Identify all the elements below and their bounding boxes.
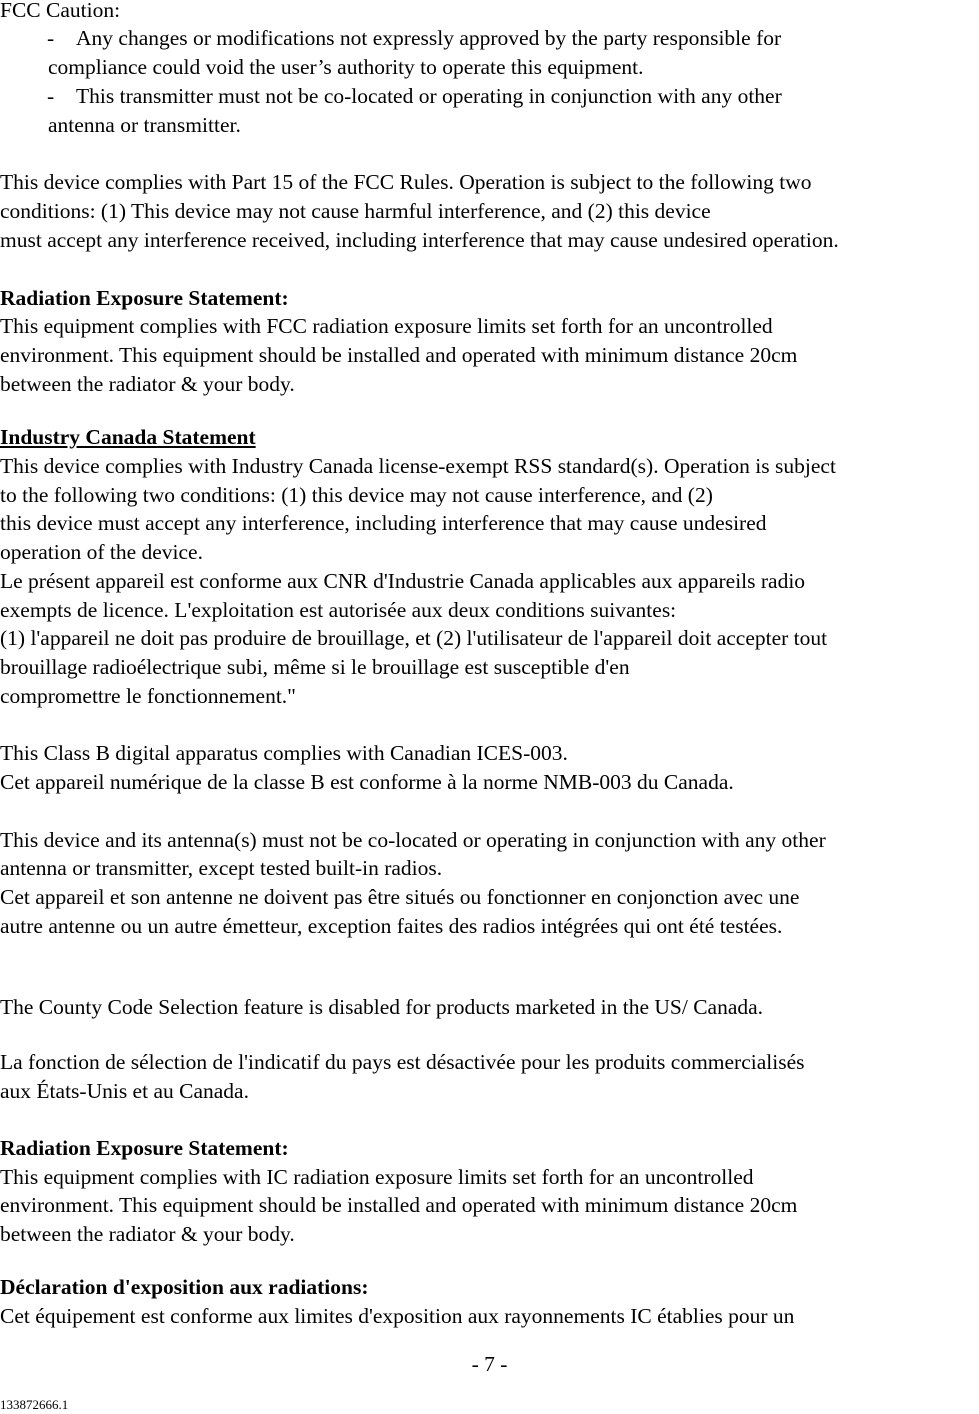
- ices-line1: This Class B digital apparatus complies with Canadian ICES-003.: [0, 741, 568, 765]
- country-code-fr-line1: La fonction de sélection de l'indicatif du pays est désactivée pour les produits commercialisés: [0, 1050, 805, 1074]
- declaration-line1: Cet équipement est conforme aux limites d'exposition aux rayonnements IC établies pour un: [0, 1304, 795, 1328]
- ic-radiation-line2: environment. This equipment should be installed and operated with minimum distance 20cm: [0, 1193, 798, 1217]
- fcc-radiation-line2: environment. This equipment should be installed and operated with minimum distance 20cm: [0, 343, 798, 367]
- fcc-radiation-line3: between the radiator & your body.: [0, 372, 295, 396]
- document-id: 133872666.1: [0, 1397, 69, 1412]
- industry-canada-fr-line5: compromettre le fonctionnement.": [0, 684, 296, 708]
- industry-canada-line2: to the following two conditions: (1) this device may not cause interference, and (2): [0, 483, 713, 507]
- fcc-radiation-line1: This equipment complies with FCC radiation exposure limits set forth for an uncontrolled: [0, 314, 773, 338]
- ices-line2: Cet appareil numérique de la classe B est conforme à la norme NMB-003 du Canada.: [0, 770, 734, 794]
- fcc-caution-heading: FCC Caution:: [0, 0, 121, 22]
- fcc-radiation-heading: Radiation Exposure Statement:: [0, 286, 289, 310]
- fcc-caution-bullet2-line2: antenna or transmitter.: [48, 113, 241, 137]
- ic-radiation-line1: This equipment complies with IC radiation exposure limits set forth for an uncontrolled: [0, 1165, 754, 1189]
- industry-canada-fr-line4: brouillage radioélectrique subi, même si le brouillage est susceptible d'en: [0, 655, 630, 679]
- industry-canada-line4: operation of the device.: [0, 540, 203, 564]
- country-code-fr-line2: aux États-Unis et au Canada.: [0, 1079, 249, 1103]
- declaration-heading: Déclaration d'exposition aux radiations:: [0, 1275, 369, 1299]
- industry-canada-fr-line2: exempts de licence. L'exploitation est autorisée aux deux conditions suivantes:: [0, 598, 677, 622]
- bullet-marker: -: [47, 26, 55, 50]
- industry-canada-heading: Industry Canada Statement: [0, 425, 256, 449]
- colocation-line1: This device and its antenna(s) must not be co-located or operating in conjunction with any other: [0, 828, 826, 852]
- fcc-caution-bullet1-line1: Any changes or modifications not expressly approved by the party responsible for: [76, 26, 782, 50]
- industry-canada-fr-line3: (1) l'appareil ne doit pas produire de brouillage, et (2) l'utilisateur de l'appareil doit accepter tout: [0, 626, 828, 650]
- part15-line2: conditions: (1) This device may not cause harmful interference, and (2) this device: [0, 199, 711, 223]
- industry-canada-line3: this device must accept any interference, including interference that may cause undesired: [0, 511, 767, 535]
- fcc-caution-bullet1-line2: compliance could void the user’s authority to operate this equipment.: [48, 55, 644, 79]
- industry-canada-line1: This device complies with Industry Canada license-exempt RSS standard(s). Operation is subject: [0, 454, 836, 478]
- country-code-line1: The County Code Selection feature is disabled for products marketed in the US/ Canada.: [0, 995, 764, 1019]
- part15-line3: must accept any interference received, including interference that may cause undesired operation.: [0, 228, 839, 252]
- industry-canada-fr-line1: Le présent appareil est conforme aux CNR d'Industrie Canada applicables aux appareils radio: [0, 569, 806, 593]
- ic-radiation-heading: Radiation Exposure Statement:: [0, 1136, 289, 1160]
- colocation-line2: antenna or transmitter, except tested built-in radios.: [0, 856, 443, 880]
- ic-radiation-line3: between the radiator & your body.: [0, 1222, 295, 1246]
- page-number: - 7 -: [471, 1352, 508, 1376]
- fcc-caution-bullet2-line1: This transmitter must not be co-located or operating in conjunction with any other: [76, 84, 782, 108]
- bullet-marker: -: [47, 84, 55, 108]
- part15-line1: This device complies with Part 15 of the FCC Rules. Operation is subject to the following two: [0, 170, 812, 194]
- colocation-fr-line1: Cet appareil et son antenne ne doivent pas être situés ou fonctionner en conjonction avec une: [0, 885, 800, 909]
- colocation-fr-line2: autre antenne ou un autre émetteur, exception faites des radios intégrées qui ont été testées.: [0, 914, 783, 938]
